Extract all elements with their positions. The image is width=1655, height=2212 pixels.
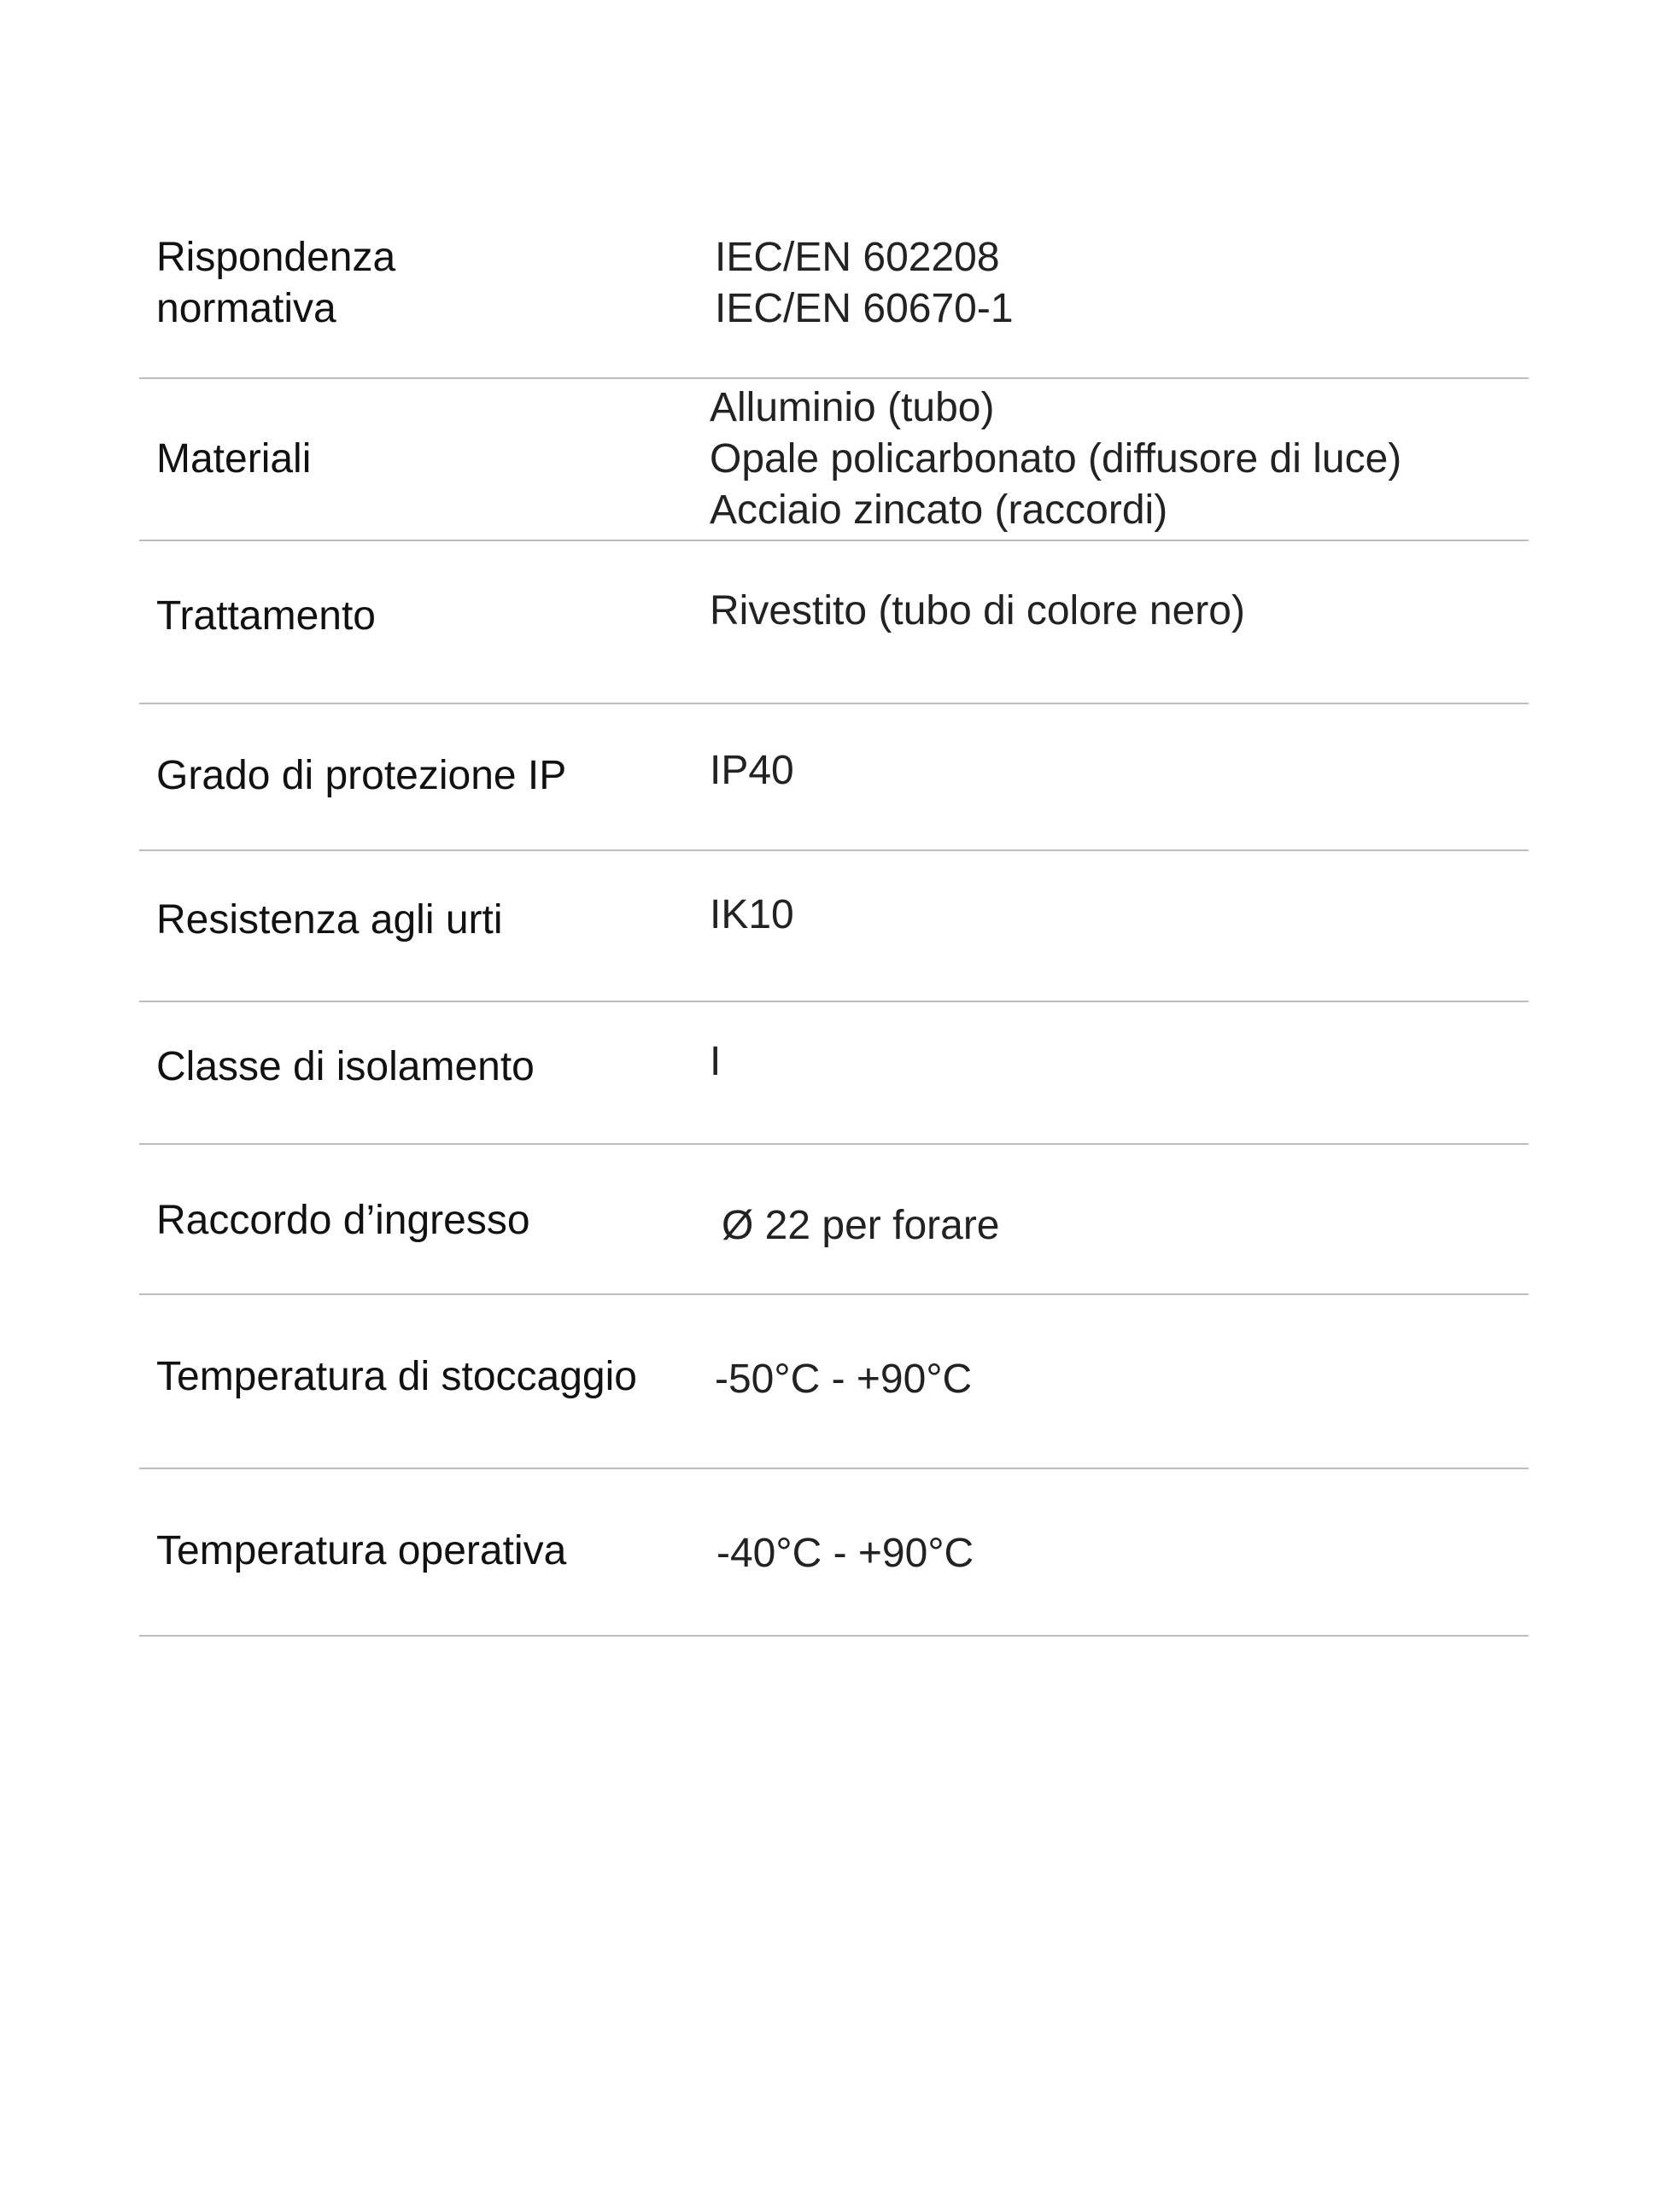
row-divider: [139, 849, 1529, 851]
spec-value-raccordo-ingresso: Ø 22 per forare: [722, 1203, 1000, 1248]
spec-value-materiali: Alluminio (tubo) Opale policarbonato (diffusore di luce) Acciaio zincato (raccordi): [710, 385, 1402, 533]
spec-label-resistenza-urti: Resistenza agli urti: [156, 897, 503, 943]
spec-value-classe-isolamento: I: [710, 1039, 722, 1084]
spec-value-temperatura-operativa: -40°C - +90°C: [716, 1531, 974, 1576]
row-divider: [139, 540, 1529, 541]
spec-label-rispondenza-normativa: Rispondenza normativa: [156, 235, 396, 331]
spec-label-raccordo-ingresso: Raccordo d’ingresso: [156, 1198, 530, 1243]
spec-value-trattamento: Rivestito (tubo di colore nero): [710, 588, 1245, 633]
row-divider: [139, 1635, 1529, 1637]
row-divider: [139, 1143, 1529, 1145]
spec-value-temperatura-stoccaggio: -50°C - +90°C: [715, 1357, 973, 1402]
spec-label-temperatura-operativa: Temperatura operativa: [156, 1528, 567, 1573]
spec-label-classe-isolamento: Classe di isolamento: [156, 1044, 535, 1089]
row-divider: [139, 703, 1529, 704]
spec-value-grado-protezione-ip: IP40: [710, 748, 794, 793]
spec-value-rispondenza-normativa: IEC/EN 602208 IEC/EN 60670-1: [715, 235, 1014, 331]
row-divider: [139, 377, 1529, 379]
spec-label-materiali: Materiali: [156, 436, 312, 482]
row-divider: [139, 1001, 1529, 1002]
row-divider: [139, 1293, 1529, 1295]
spec-label-grado-protezione-ip: Grado di protezione IP: [156, 753, 567, 798]
spec-label-trattamento: Trattamento: [156, 593, 376, 639]
spec-value-resistenza-urti: IK10: [710, 892, 794, 937]
spec-label-temperatura-stoccaggio: Temperatura di stoccaggio: [156, 1354, 637, 1399]
row-divider: [139, 1468, 1529, 1469]
